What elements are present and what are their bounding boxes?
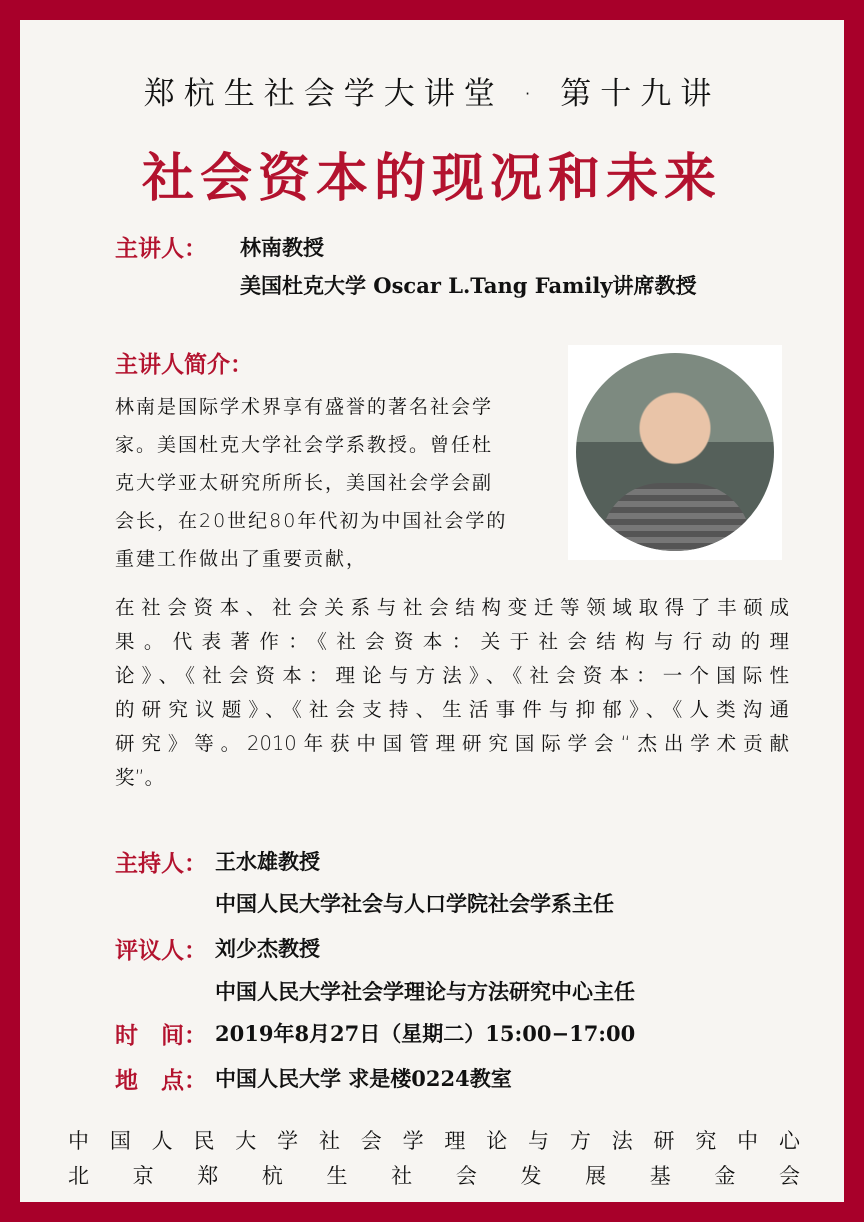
speaker-position: 美国杜克大学 Oscar L.Tang Family讲席教授 <box>240 273 697 298</box>
host-name: 王水雄教授 <box>215 849 320 874</box>
intro-narrow <box>115 388 507 578</box>
intro-line: 林南是国际学术界享有盛誉的著名社会学 <box>115 396 494 418</box>
intro-line: 研究》等。2010年获中国管理研究国际学会“杰出学术贡献 <box>115 732 789 755</box>
discussant-position: 中国人民大学社会学理论与方法研究中心主任 <box>215 979 635 1004</box>
intro-line: 重建工作做出了重要贡献， <box>115 548 368 570</box>
intro-line: 的研究议题》、《社会支持、生活事件与抑郁》、《人类沟通 <box>115 698 789 721</box>
intro-line: 家。美国杜克大学社会学系教授。曾任杜 <box>115 434 494 456</box>
organizer-1: 中国人民大学社会学理论与方法研究中心 <box>68 1129 800 1153</box>
place-label: 地 点： <box>115 1067 207 1094</box>
speaker-photo <box>568 345 782 560</box>
intro-line: 在社会资本、社会关系与社会结构变迁等领域取得了丰硕成 <box>115 596 789 619</box>
intro-label: 主讲人简介： <box>115 351 253 378</box>
intro-line: 会长，在20世纪80年代初为中国社会学的 <box>115 510 508 532</box>
lecture-series: 郑杭生社会学大讲堂 · 第十九讲 <box>143 76 721 112</box>
intro-line: 果。代表著作：《社会资本：关于社会结构与行动的理 <box>115 630 789 653</box>
discussant-label: 评议人： <box>115 937 207 964</box>
intro-line: 奖”。 <box>115 766 165 789</box>
intro-line: 克大学亚太研究所所长，美国社会学会副 <box>115 472 494 494</box>
place-value: 中国人民大学 求是楼0224教室 <box>215 1066 512 1091</box>
speaker-name: 林南教授 <box>240 235 324 260</box>
organizer-2: 北京郑杭生社会发展基金会 <box>68 1164 800 1188</box>
discussant-name: 刘少杰教授 <box>215 936 320 961</box>
speaker-label: 主讲人： <box>115 235 207 262</box>
host-label: 主持人： <box>115 850 207 877</box>
time-label: 时 间： <box>115 1022 207 1049</box>
lecture-title: 社会资本的现况和未来 <box>141 148 722 209</box>
time-value: 2019年8月27日（星期二）15:00−17:00 <box>215 1021 636 1046</box>
host-position: 中国人民大学社会与人口学院社会学系主任 <box>215 891 614 916</box>
intro-wide <box>115 591 789 795</box>
intro-line: 论》、《社会资本：理论与方法》、《社会资本：一个国际性 <box>115 664 789 687</box>
